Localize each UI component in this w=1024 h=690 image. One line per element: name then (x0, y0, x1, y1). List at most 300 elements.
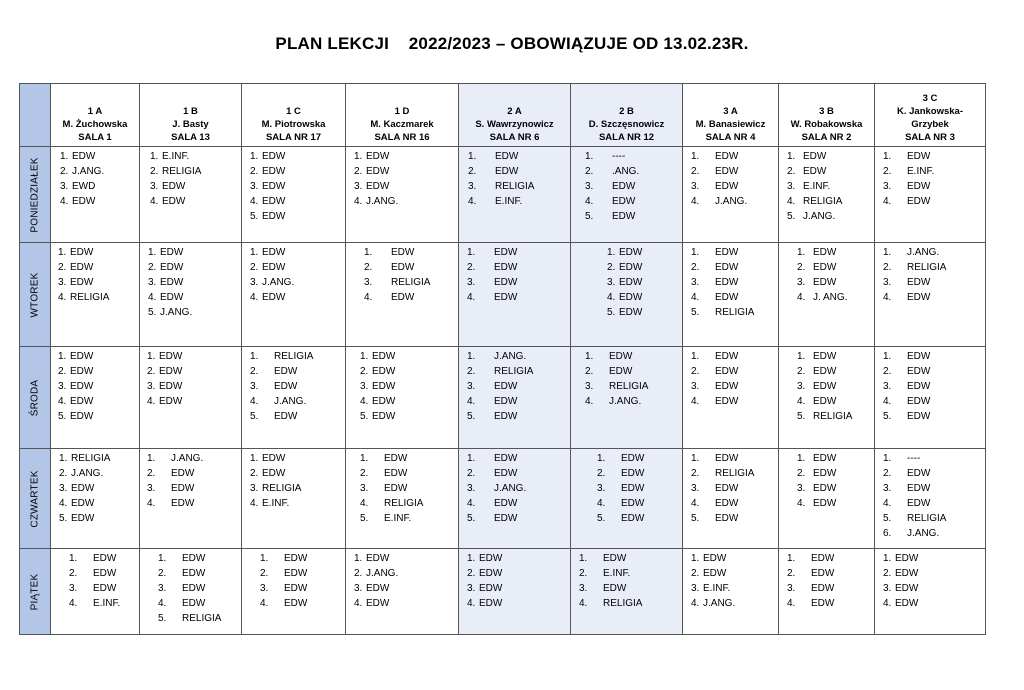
day-label: CZWARTEK (29, 469, 41, 528)
lesson-number: 1. (883, 453, 892, 464)
lesson-subject: EDW (494, 262, 518, 273)
lesson-cell (140, 449, 242, 549)
day-header (20, 243, 51, 347)
lesson-subject: EDW (715, 483, 739, 494)
lesson-subject: EDW (384, 483, 408, 494)
lesson-number: 1. (147, 453, 156, 464)
lesson-number: 1. (787, 553, 796, 564)
lesson-number: 5. (787, 211, 796, 222)
lesson-subject: E.INF. (603, 568, 631, 579)
lesson-subject: EDW (907, 292, 931, 303)
lesson-list (242, 347, 345, 424)
lesson-subject: EDW (391, 262, 415, 273)
lesson-number: 1. (250, 351, 259, 362)
lesson-item (360, 451, 458, 466)
lesson-item (58, 260, 139, 275)
lesson-subject: RELIGIA (495, 181, 535, 192)
lesson-subject: EDW (70, 366, 94, 377)
lesson-number: 1. (691, 351, 700, 362)
lesson-item (147, 379, 241, 394)
lesson-item (797, 481, 874, 496)
lesson-number: 1. (60, 151, 69, 162)
lesson-cell (51, 243, 140, 347)
lesson-number: 3. (354, 583, 363, 594)
lesson-item (691, 551, 778, 566)
lesson-item (250, 260, 345, 275)
lesson-subject: EDW (621, 513, 645, 524)
lesson-number: 4. (787, 196, 796, 207)
lesson-subject: RELIGIA (715, 468, 755, 479)
lesson-subject: RELIGIA (803, 196, 843, 207)
class-teacher: M. Piotrowska (261, 119, 326, 130)
lesson-subject: EDW (159, 381, 183, 392)
lesson-item (59, 496, 139, 511)
lesson-number: 5. (58, 411, 67, 422)
day-header (20, 449, 51, 549)
lesson-item (150, 179, 241, 194)
lesson-subject: EDW (171, 468, 195, 479)
lesson-item (691, 364, 778, 379)
lesson-subject: .ANG. (612, 166, 640, 177)
lesson-number: 1. (797, 247, 806, 258)
lesson-number: 5. (59, 513, 68, 524)
lesson-list (779, 243, 874, 305)
lesson-item (354, 149, 458, 164)
lesson-subject: EDW (262, 453, 286, 464)
lesson-number: 2. (468, 166, 477, 177)
lesson-subject: E.INF. (803, 181, 831, 192)
lesson-number: 1. (250, 247, 259, 258)
lesson-number: 1. (58, 247, 67, 258)
lesson-item (354, 194, 458, 209)
lesson-subject: EDW (72, 151, 96, 162)
class-teacher: M. Kaczmarek (370, 119, 434, 130)
lesson-subject: RELIGIA (162, 166, 202, 177)
lesson-subject: EDW (70, 351, 94, 362)
lesson-item (585, 179, 682, 194)
lesson-number: 2. (364, 262, 373, 273)
lesson-number: 1. (691, 247, 700, 258)
class-header-2a (459, 84, 571, 147)
lesson-subject: RELIGIA (494, 366, 534, 377)
lesson-number: 3. (691, 181, 700, 192)
lesson-cell (571, 549, 683, 635)
lesson-number: 1. (250, 151, 259, 162)
lesson-list (51, 549, 139, 611)
lesson-cell (140, 243, 242, 347)
lesson-subject: EDW (619, 247, 643, 258)
lesson-subject: RELIGIA (182, 613, 222, 624)
lesson-item (787, 164, 874, 179)
lesson-subject: EDW (262, 196, 286, 207)
lesson-subject: EDW (372, 351, 396, 362)
lesson-number: 4. (147, 396, 156, 407)
lesson-item (360, 409, 458, 424)
lesson-number: 2. (360, 366, 369, 377)
lesson-item (797, 260, 874, 275)
lesson-subject: EDW (182, 583, 206, 594)
lesson-list (51, 147, 139, 209)
lesson-item (691, 260, 778, 275)
lesson-number: 3. (883, 483, 892, 494)
lesson-item (787, 149, 874, 164)
lesson-item (58, 245, 139, 260)
lesson-item (467, 394, 570, 409)
lesson-number: 5. (607, 307, 616, 318)
lesson-number: 2. (60, 166, 69, 177)
lesson-item (579, 581, 682, 596)
lesson-item (467, 511, 570, 526)
lesson-number: 1. (467, 553, 476, 564)
lesson-number: 4. (467, 292, 476, 303)
lesson-subject: EDW (71, 483, 95, 494)
lesson-subject: E.INF. (162, 151, 190, 162)
lesson-item (467, 596, 570, 611)
lesson-list (571, 449, 682, 526)
lesson-item (691, 466, 778, 481)
class-header-1c (242, 84, 346, 147)
lesson-subject: J.ANG. (171, 453, 204, 464)
lesson-item (360, 349, 458, 364)
lesson-list (51, 243, 139, 305)
lesson-number: 1. (691, 553, 700, 564)
lesson-number: 3. (364, 277, 373, 288)
lesson-item (58, 290, 139, 305)
class-name: 2 B (619, 106, 634, 117)
lesson-subject: EDW (715, 513, 739, 524)
lesson-item (354, 566, 458, 581)
lesson-number: 2. (260, 568, 269, 579)
lesson-number: 3. (467, 381, 476, 392)
lesson-item (147, 451, 241, 466)
lesson-subject: J.ANG. (609, 396, 642, 407)
lesson-number: 1. (797, 453, 806, 464)
lesson-cell (242, 243, 346, 347)
lesson-subject: EDW (907, 498, 931, 509)
lesson-subject: EDW (70, 277, 94, 288)
lesson-subject: EDW (895, 598, 919, 609)
lesson-number: 4. (467, 396, 476, 407)
class-name: 1 C (286, 106, 301, 117)
lesson-subject: EDW (619, 277, 643, 288)
class-teacher: K. Jankowska- (897, 106, 963, 117)
lesson-item (691, 149, 778, 164)
lesson-subject: EDW (715, 498, 739, 509)
lesson-number: 4. (691, 196, 700, 207)
lesson-item (250, 209, 345, 224)
day-row (20, 549, 986, 635)
lesson-subject: EDW (813, 483, 837, 494)
lesson-number: 2. (691, 568, 700, 579)
lesson-cell (683, 347, 779, 449)
lesson-subject: J.ANG. (366, 568, 399, 579)
lesson-number: 4. (69, 598, 78, 609)
lesson-item (354, 581, 458, 596)
lesson-subject: E.INF. (384, 513, 412, 524)
lesson-subject: EDW (907, 483, 931, 494)
lesson-item (585, 164, 682, 179)
lesson-number: 4. (354, 598, 363, 609)
lesson-item (691, 481, 778, 496)
lesson-number: 6. (883, 528, 892, 539)
lesson-subject: EDW (813, 277, 837, 288)
lesson-subject: EDW (366, 598, 390, 609)
lesson-number: 2. (360, 468, 369, 479)
lesson-number: 3. (797, 277, 806, 288)
lesson-cell (51, 147, 140, 243)
lesson-subject: EDW (366, 166, 390, 177)
lesson-item (69, 596, 139, 611)
lesson-cell (242, 347, 346, 449)
lesson-number: 2. (250, 366, 259, 377)
lesson-number: 2. (150, 166, 159, 177)
lesson-item (883, 526, 985, 541)
lesson-item (883, 481, 985, 496)
lesson-subject: EDW (907, 151, 931, 162)
lesson-subject: EDW (160, 262, 184, 273)
lesson-item (354, 179, 458, 194)
lesson-number: 5. (585, 211, 594, 222)
lesson-item (797, 409, 874, 424)
lesson-number: 4. (691, 292, 700, 303)
class-name: 3 B (819, 106, 834, 117)
lesson-subject: J.ANG. (703, 598, 736, 609)
lesson-subject: EDW (813, 366, 837, 377)
lesson-number: 4. (60, 196, 69, 207)
lesson-number: 2. (691, 166, 700, 177)
day-label: ŚRODA (29, 379, 41, 416)
lesson-item (585, 394, 682, 409)
lesson-list (875, 449, 985, 541)
lesson-cell (779, 549, 875, 635)
lesson-item (883, 551, 985, 566)
lesson-number: 4. (883, 292, 892, 303)
lesson-number: 3. (250, 277, 259, 288)
lesson-subject: EDW (715, 151, 739, 162)
lesson-subject: EDW (813, 351, 837, 362)
lesson-list (346, 243, 458, 305)
lesson-subject: RELIGIA (907, 513, 947, 524)
lesson-number: 5. (467, 411, 476, 422)
lesson-item (158, 611, 241, 626)
lesson-number: 3. (147, 483, 156, 494)
lesson-number: 5. (158, 613, 167, 624)
lesson-item (148, 260, 241, 275)
lesson-list (459, 449, 570, 526)
lesson-list (346, 549, 458, 611)
lesson-number: 5. (360, 411, 369, 422)
lesson-item (691, 349, 778, 364)
lesson-item (787, 194, 874, 209)
lesson-item (883, 581, 985, 596)
lesson-cell (571, 243, 683, 347)
lesson-subject: EDW (907, 381, 931, 392)
lesson-item (360, 481, 458, 496)
lesson-cell (875, 449, 986, 549)
lesson-subject: EDW (703, 553, 727, 564)
lesson-cell (51, 347, 140, 449)
lesson-cell (875, 347, 986, 449)
class-name: 1 D (394, 106, 410, 117)
lesson-cell (683, 549, 779, 635)
lesson-cell (571, 347, 683, 449)
lesson-number: 3. (250, 483, 259, 494)
lesson-subject: EDW (384, 468, 408, 479)
lesson-number: 4. (787, 598, 796, 609)
lesson-subject: EDW (907, 396, 931, 407)
lesson-number: 3. (360, 483, 369, 494)
day-row (20, 147, 986, 243)
lesson-subject: EDW (93, 583, 117, 594)
lesson-subject: EDW (494, 498, 518, 509)
lesson-subject: J.ANG. (907, 528, 940, 539)
lesson-number: 3. (58, 381, 67, 392)
class-room: SALA NR 2 (801, 132, 852, 143)
lesson-subject: EDW (160, 247, 184, 258)
lesson-item (147, 364, 241, 379)
lesson-subject: EDW (619, 292, 643, 303)
lesson-subject: EDW (619, 307, 643, 318)
lesson-list (140, 347, 241, 409)
lesson-number: 4. (250, 498, 259, 509)
lesson-subject: E.INF. (93, 598, 121, 609)
lesson-item (467, 496, 570, 511)
lesson-number: 4. (597, 498, 606, 509)
class-header-3b (779, 84, 875, 147)
lesson-item (467, 364, 570, 379)
lesson-number: 2. (607, 262, 616, 273)
lesson-item (883, 511, 985, 526)
lesson-number: 5. (797, 411, 806, 422)
lesson-item (69, 581, 139, 596)
lesson-number: 1. (467, 351, 476, 362)
lesson-item (797, 466, 874, 481)
lesson-subject: EDW (160, 277, 184, 288)
class-header-1a (51, 84, 140, 147)
lesson-item (260, 551, 345, 566)
lesson-number: 2. (467, 568, 476, 579)
lesson-item (585, 349, 682, 364)
lesson-item (467, 409, 570, 424)
lesson-item (60, 164, 139, 179)
lesson-item (467, 581, 570, 596)
lesson-cell (571, 449, 683, 549)
lesson-number: 3. (148, 277, 157, 288)
lesson-subject: EDW (479, 553, 503, 564)
class-teacher: S. Wawrzynowicz (475, 119, 554, 130)
lesson-number: 1. (607, 247, 616, 258)
class-teacher: M. Banasiewicz (695, 119, 766, 130)
lesson-subject: EDW (262, 181, 286, 192)
lesson-item (354, 164, 458, 179)
lesson-number: 3. (250, 381, 259, 392)
lesson-subject: EDW (813, 468, 837, 479)
lesson-subject: J.ANG. (494, 351, 527, 362)
lesson-list (571, 243, 682, 320)
lesson-subject: EDW (895, 568, 919, 579)
lesson-item (467, 245, 570, 260)
lesson-item (250, 379, 345, 394)
lesson-number: 3. (883, 277, 892, 288)
lesson-subject: EDW (621, 498, 645, 509)
lesson-item (467, 551, 570, 566)
lesson-number: 3. (607, 277, 616, 288)
lesson-number: 2. (147, 366, 156, 377)
lesson-number: 1. (691, 453, 700, 464)
lesson-number: 3. (60, 181, 69, 192)
lesson-number: 3. (59, 483, 68, 494)
lesson-item (883, 379, 985, 394)
lesson-cell (346, 243, 459, 347)
lesson-number: 4. (467, 598, 476, 609)
class-header-3a (683, 84, 779, 147)
lesson-item (148, 275, 241, 290)
lesson-item (150, 194, 241, 209)
lesson-item (60, 194, 139, 209)
lesson-subject: EDW (366, 181, 390, 192)
lesson-cell (140, 549, 242, 635)
lesson-subject: RELIGIA (813, 411, 853, 422)
lesson-cell (242, 147, 346, 243)
lesson-number: 5. (883, 513, 892, 524)
lesson-subject: EDW (621, 483, 645, 494)
lesson-list (683, 449, 778, 526)
lesson-list (779, 549, 874, 611)
lesson-subject: EDW (162, 196, 186, 207)
lesson-item (147, 481, 241, 496)
lesson-subject: J.ANG. (803, 211, 836, 222)
lesson-number: 1. (468, 151, 477, 162)
lesson-item (787, 596, 874, 611)
lesson-item (364, 245, 458, 260)
lesson-item (883, 275, 985, 290)
lesson-number: 2. (467, 262, 476, 273)
class-room: SALA NR 16 (374, 132, 430, 143)
class-header-3c (875, 84, 986, 147)
lesson-item (797, 275, 874, 290)
lesson-subject: EDW (715, 247, 739, 258)
lesson-item (797, 245, 874, 260)
lesson-number: 2. (797, 366, 806, 377)
lesson-item (354, 596, 458, 611)
lesson-subject: E.INF. (495, 196, 523, 207)
lesson-subject: EDW (895, 583, 919, 594)
lesson-subject: EDW (262, 247, 286, 258)
lesson-item (597, 481, 682, 496)
class-teacher: D. Szczęsnowicz (588, 119, 665, 130)
class-room: SALA NR 4 (705, 132, 756, 143)
lesson-item (467, 349, 570, 364)
lesson-list (346, 347, 458, 424)
class-room: SALA 13 (171, 132, 210, 143)
class-name: 2 A (507, 106, 522, 117)
lesson-subject: EDW (494, 513, 518, 524)
lesson-item (883, 164, 985, 179)
lesson-number: 5. (883, 411, 892, 422)
lesson-number: 1. (691, 151, 700, 162)
lesson-number: 4. (691, 498, 700, 509)
lesson-number: 1. (147, 351, 156, 362)
lesson-number: 2. (691, 262, 700, 273)
lesson-subject: EDW (715, 366, 739, 377)
lesson-number: 2. (59, 468, 68, 479)
lesson-item (691, 581, 778, 596)
lesson-number: 3. (158, 583, 167, 594)
lesson-list (683, 549, 778, 611)
lesson-list (242, 243, 345, 305)
lesson-item (148, 290, 241, 305)
lesson-subject: RELIGIA (715, 307, 755, 318)
